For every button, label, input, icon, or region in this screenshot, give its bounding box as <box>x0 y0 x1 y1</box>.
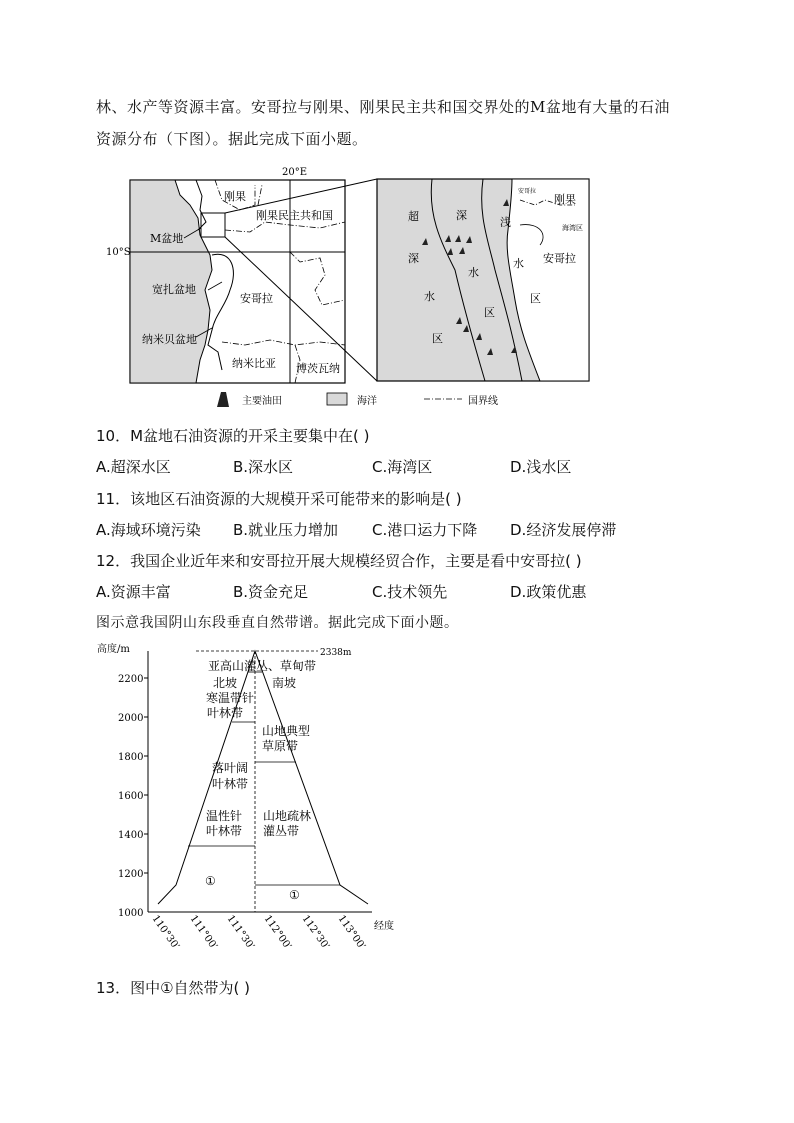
oil-basin-map <box>0 160 794 420</box>
q12-option-a[interactable]: A.资源丰富 <box>96 583 171 601</box>
north-belt-3b: 叶林带 <box>206 824 243 838</box>
ytick-1000: 1000 <box>118 908 144 919</box>
xtick-4: 112°00′ <box>261 913 293 952</box>
lon-label: 20°E <box>282 167 308 178</box>
q12-option-b[interactable]: B.资金充足 <box>233 583 309 601</box>
question-10-stem: 10．M盆地石油资源的开采主要集中在( ) <box>96 427 370 445</box>
q11-option-c[interactable]: C.港口运力下降 <box>372 521 478 539</box>
xtick-1: 110°30′ <box>149 913 181 952</box>
label-botswana: 博茨瓦纳 <box>296 362 340 375</box>
south-belt-1b: 草原带 <box>262 739 299 753</box>
south-belt-3: ① <box>289 888 300 902</box>
inset-shallow-1: 浅 <box>500 216 511 229</box>
inset-deep-1: 深 <box>456 209 467 222</box>
inset-bay: 海湾区 <box>562 224 583 232</box>
ytick-2200: 2200 <box>118 674 144 685</box>
legend-oilfield-icon <box>217 392 229 407</box>
q10-option-a[interactable]: A.超深水区 <box>96 458 171 476</box>
ytick-1200: 1200 <box>118 869 144 880</box>
intro-line-2: 资源分布（下图）。据此完成下面小题。 <box>96 130 368 148</box>
ytick-1800: 1800 <box>118 752 144 763</box>
label-m-basin: M盆地 <box>150 232 184 245</box>
inset-angola: 安哥拉 <box>543 252 576 265</box>
label-kwanza: 宽扎盆地 <box>152 283 196 296</box>
q11-option-a[interactable]: A.海域环境污染 <box>96 521 201 539</box>
intro-line-1: 林、水产等资源丰富。安哥拉与刚果、刚果民主共和国交界处的M盆地有大量的石油 <box>96 98 670 116</box>
inset-deep-2: 水 <box>468 266 479 279</box>
legend-ocean: 海洋 <box>357 396 377 407</box>
label-congo: 刚果 <box>224 190 246 203</box>
south-belt-2a: 山地疏林 <box>263 809 312 823</box>
north-belt-4: ① <box>205 874 216 888</box>
north-belt-1b: 叶林带 <box>207 706 244 720</box>
question-13-stem: 13．图中①自然带为( ) <box>96 979 251 997</box>
q12-option-d[interactable]: D.政策优惠 <box>510 583 587 601</box>
legend-border: 国界线 <box>468 396 498 407</box>
xtick-5: 112°30′ <box>299 913 331 952</box>
q11-option-b[interactable]: B.就业压力增加 <box>233 521 339 539</box>
inset-ultra-deep-2: 深 <box>408 252 419 265</box>
label-namibia: 纳米比亚 <box>232 357 276 370</box>
north-belt-3a: 温性针 <box>206 809 243 823</box>
legend-ocean-icon <box>327 393 347 405</box>
question-12-stem: 12．我国企业近年来和安哥拉开展大规模经贸合作，主要是看中安哥拉( ) <box>96 552 582 570</box>
xtick-3: 111°30′ <box>224 913 256 952</box>
lat-label: 10°S <box>106 247 131 258</box>
inset-angola-small: 安哥拉 <box>518 188 537 195</box>
label-drc: 刚果民主共和国 <box>256 209 333 222</box>
north-belt-2b: 叶林带 <box>212 777 249 791</box>
q10-option-d[interactable]: D.浅水区 <box>510 458 572 476</box>
q10-option-c[interactable]: C.海湾区 <box>372 458 433 476</box>
belt-top: 亚高山灌丛、草甸带 <box>208 659 317 673</box>
question-11-stem: 11．该地区石油资源的大规模开采可能带来的影响是( ) <box>96 490 462 508</box>
legend-oilfield: 主要油田 <box>242 396 282 407</box>
inset-ultra-deep-3: 水 <box>424 290 435 303</box>
south-belt-2b: 灌丛带 <box>263 824 300 838</box>
inset-ultra-deep-1: 超 <box>408 210 419 223</box>
inset-ultra-deep-4: 区 <box>432 332 443 345</box>
north-slope-label: 北坡 <box>213 676 238 690</box>
y-axis-label: 高度/m <box>97 644 130 655</box>
ytick-2000: 2000 <box>118 713 144 724</box>
xtick-6: 113°00′ <box>335 913 367 952</box>
north-belt-2a: 落叶阔 <box>212 761 249 775</box>
q11-option-d[interactable]: D.经济发展停滞 <box>510 521 617 539</box>
inset-shallow-3: 区 <box>530 292 541 305</box>
inset-deep-3: 区 <box>484 306 495 319</box>
label-namibe: 纳米贝盆地 <box>142 333 197 346</box>
intro-2: 图示意我国阴山东段垂直自然带谱。据此完成下面小题。 <box>96 615 459 631</box>
peak-label: 2338m <box>320 648 352 658</box>
q12-option-c[interactable]: C.技术领先 <box>372 583 448 601</box>
south-belt-1a: 山地典型 <box>262 724 311 738</box>
inset-congo: 刚果 <box>554 193 576 206</box>
mountain-outline <box>158 651 368 904</box>
south-slope-label: 南坡 <box>272 676 297 690</box>
xtick-2: 111°00′ <box>187 913 219 952</box>
label-angola: 安哥拉 <box>240 292 273 305</box>
inset-shallow-2: 水 <box>513 257 524 270</box>
q10-option-b[interactable]: B.深水区 <box>233 458 294 476</box>
ytick-1600: 1600 <box>118 791 144 802</box>
ytick-1400: 1400 <box>118 830 144 841</box>
north-belt-1a: 寒温带针 <box>206 691 255 705</box>
vertical-belt-profile <box>0 640 794 970</box>
x-axis-label: 经度 <box>374 921 394 932</box>
